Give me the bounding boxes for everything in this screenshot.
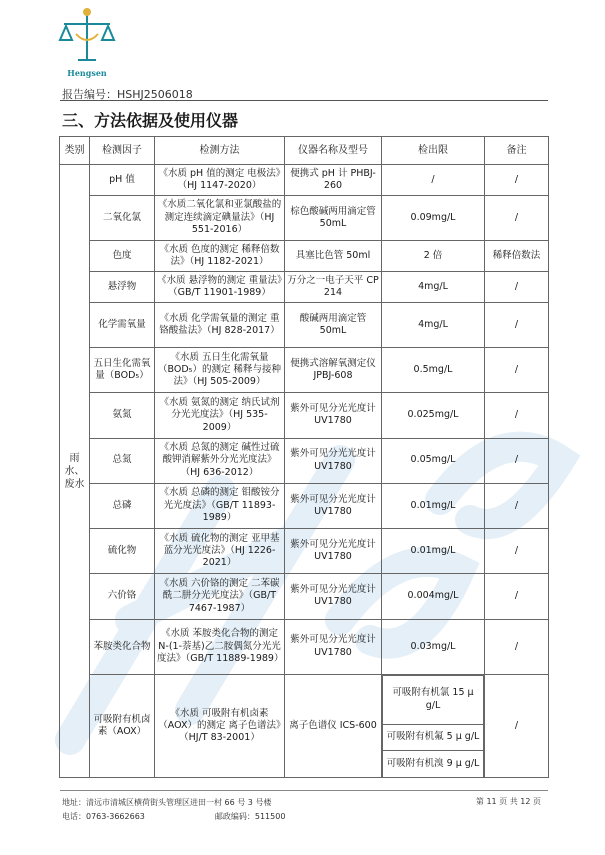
aox-method-cell: 《水质 可吸附有机卤素（AOX）的测定 离子色谱法》（HJ/T 83-2001）: [155, 675, 285, 778]
limit-cell: 0.05mg/L: [382, 438, 485, 483]
method-cell: 《水质 六价铬的测定 二苯碳酰二肼分光光度法》（GB/T 7467-1987）: [155, 574, 285, 619]
note-cell: /: [485, 165, 549, 196]
aox-factor-cell: 可吸附有机卤素（AOX）: [90, 675, 155, 778]
limit-cell: 2 倍: [382, 241, 485, 272]
instrument-cell: 紫外可见分光光度计 UV1780: [285, 483, 382, 528]
aox-limit-cell: [382, 675, 485, 778]
note-cell: /: [485, 195, 549, 240]
factor-cell: 五日生化需氧量（BOD₅）: [90, 348, 155, 393]
factor-cell: 总磷: [90, 483, 155, 528]
note-cell: /: [485, 438, 549, 483]
table-row: [60, 348, 549, 393]
method-cell: 《水质 悬浮物的测定 重量法》（GB/T 11901-1989）: [155, 271, 285, 302]
factor-cell: 化学需氧量: [90, 302, 155, 347]
limit-cell: 0.5mg/L: [382, 348, 485, 393]
method-cell: 《水质 苯胺类化合物的测定 N-(1-萘基)乙二胺偶氮分光光度法》（GB/T 11889-1989）: [155, 619, 285, 675]
factor-cell: 苯胺类化合物: [90, 619, 155, 675]
factor-cell: 总氮: [90, 438, 155, 483]
aox-instrument-cell: 离子色谱仪 ICS-600: [285, 675, 382, 778]
limit-cell: 0.01mg/L: [382, 529, 485, 574]
instrument-cell: 万分之一电子天平 CP 214: [285, 271, 382, 302]
header-method: 检测方法: [155, 137, 285, 165]
header-limit: 检出限: [382, 137, 485, 165]
instrument-cell: 具塞比色管 50ml: [285, 241, 382, 272]
note-cell: /: [485, 619, 549, 675]
method-cell: 《水质 氨氮的测定 纳氏试剂分光光度法》（HJ 535-2009）: [155, 393, 285, 438]
methods-table: [59, 136, 549, 778]
table-row: [60, 574, 549, 619]
page-number: 第 11 页 共 12 页: [475, 797, 541, 806]
factor-cell: 六价铬: [90, 574, 155, 619]
aox-limit-item: 可吸附有机氯 15 μ g/L: [383, 676, 484, 725]
footer: [62, 796, 285, 824]
table-row: [60, 675, 549, 778]
category-cell: 雨水、废水: [60, 165, 90, 778]
note-cell: /: [485, 483, 549, 528]
factor-cell: 悬浮物: [90, 271, 155, 302]
footer-address: 地址：清远市清城区横荷街头管理区进田一村 66 号 3 号楼: [62, 798, 272, 807]
table-row: [60, 619, 549, 675]
table-row: [60, 438, 549, 483]
factor-cell: pH 值: [90, 165, 155, 196]
method-cell: 《水质 化学需氧量的测定 重铬酸盐法》（HJ 828-2017）: [155, 302, 285, 347]
limit-cell: 0.025mg/L: [382, 393, 485, 438]
instrument-cell: 便携式溶解氧测定仪 JPBJ-608: [285, 348, 382, 393]
instrument-cell: 紫外可见分光光度计 UV1780: [285, 619, 382, 675]
method-cell: 《水质 五日生化需氧量（BOD₅）的测定 稀释与接种法》（HJ 505-2009）: [155, 348, 285, 393]
footer-divider: [60, 790, 548, 791]
aox-note-cell: /: [485, 675, 549, 778]
method-cell: 《水质 总磷的测定 钼酸铵分光光度法》（GB/T 11893-1989）: [155, 483, 285, 528]
report-number: 报告编号：HSHJ2506018: [62, 88, 193, 101]
limit-cell: 4mg/L: [382, 302, 485, 347]
header-factor: 检测因子: [90, 137, 155, 165]
footer-phone: 电话：0763-3662663: [62, 812, 145, 821]
method-cell: 《水质二氧化氯和亚氯酸盐的测定连续滴定碘量法》（HJ 551-2016）: [155, 195, 285, 240]
factor-cell: 二氧化氯: [90, 195, 155, 240]
table-row: [60, 483, 549, 528]
limit-cell: 0.03mg/L: [382, 619, 485, 675]
limit-cell: 4mg/L: [382, 271, 485, 302]
limit-cell: 0.004mg/L: [382, 574, 485, 619]
instrument-cell: 便携式 pH 计 PHBJ-260: [285, 165, 382, 196]
note-cell: /: [485, 529, 549, 574]
instrument-cell: 紫外可见分光光度计 UV1780: [285, 438, 382, 483]
table-row: [60, 195, 549, 240]
logo-text: Hengsen: [67, 68, 107, 78]
table-row: [60, 302, 549, 347]
header-divider: [60, 100, 548, 101]
note-cell: 稀释倍数法: [485, 241, 549, 272]
limit-cell: 0.01mg/L: [382, 483, 485, 528]
note-cell: /: [485, 271, 549, 302]
table-row: [60, 165, 549, 196]
factor-cell: 氨氮: [90, 393, 155, 438]
method-cell: 《水质 色度的测定 稀释倍数法》（HJ 1182-2021）: [155, 241, 285, 272]
scales-logo-icon: [56, 6, 118, 66]
instrument-cell: 紫外可见分光光度计 UV1780: [285, 529, 382, 574]
factor-cell: 色度: [90, 241, 155, 272]
instrument-cell: 棕色酸碱两用滴定管 50mL: [285, 195, 382, 240]
table-row: [60, 241, 549, 272]
table-row: [60, 529, 549, 574]
limit-cell: 0.09mg/L: [382, 195, 485, 240]
table-row: [60, 393, 549, 438]
instrument-cell: 紫外可见分光光度计 UV1780: [285, 393, 382, 438]
header-instrument: 仪器名称及型号: [285, 137, 382, 165]
header-note: 备注: [485, 137, 549, 165]
note-cell: /: [485, 348, 549, 393]
header-category: 类别: [60, 137, 90, 165]
note-cell: /: [485, 574, 549, 619]
method-cell: 《水质 硫化物的测定 亚甲基蓝分光光度法》（HJ 1226-2021）: [155, 529, 285, 574]
footer-postcode: 邮政编码：511500: [214, 812, 286, 821]
table-header-row: [60, 137, 549, 165]
factor-cell: 硫化物: [90, 529, 155, 574]
note-cell: /: [485, 302, 549, 347]
aox-limit-item: 可吸附有机氟 5 μ g/L: [383, 724, 484, 751]
method-cell: 《水质 pH 值的测定 电极法》（HJ 1147-2020）: [155, 165, 285, 196]
instrument-cell: 酸碱两用滴定管 50mL: [285, 302, 382, 347]
section-title: 三、方法依据及使用仪器: [62, 111, 239, 130]
limit-cell: /: [382, 165, 485, 196]
company-logo: [56, 6, 118, 82]
method-cell: 《水质 总氮的测定 碱性过硫酸钾消解紫外分光光度法》（HJ 636-2012）: [155, 438, 285, 483]
aox-limit-item: 可吸附有机溴 9 μ g/L: [383, 751, 484, 777]
instrument-cell: 紫外可见分光光度计 UV1780: [285, 574, 382, 619]
table-row: [60, 271, 549, 302]
note-cell: /: [485, 393, 549, 438]
